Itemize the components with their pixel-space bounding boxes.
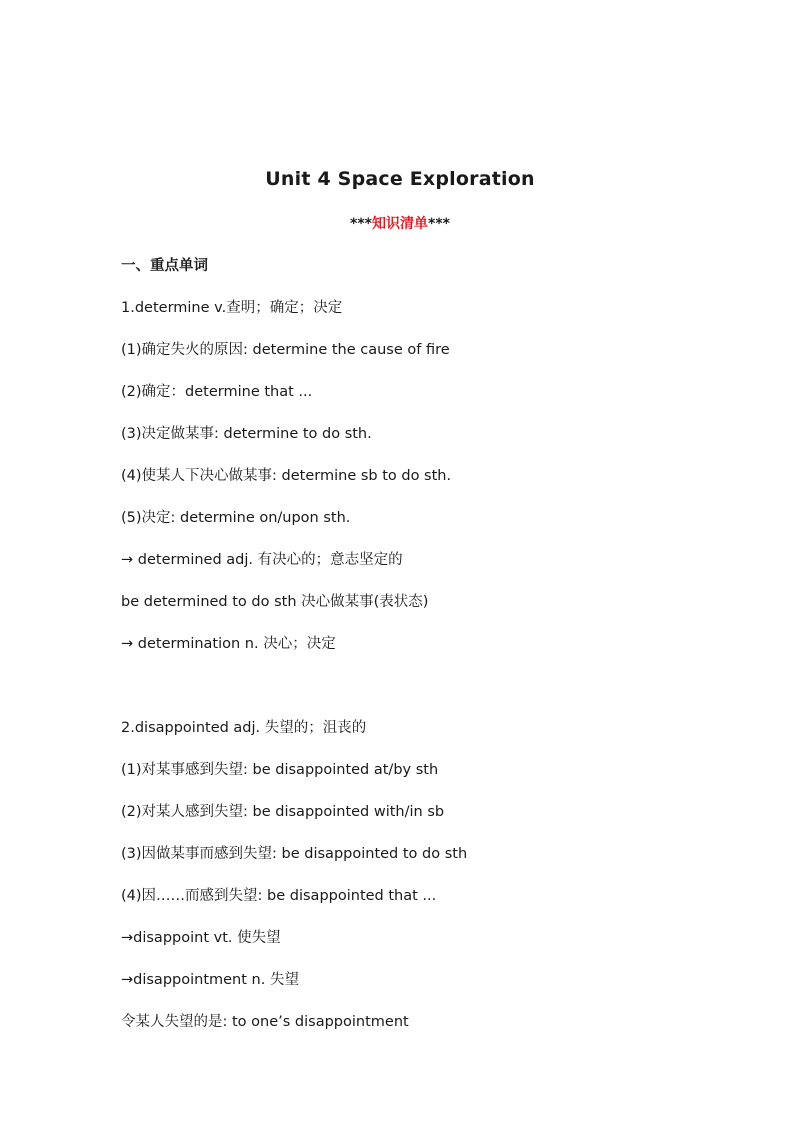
entry-line: → determination n. 决心；决定 xyxy=(121,636,336,652)
entry-line: →disappoint vt. 使失望 xyxy=(121,930,281,946)
entry-line: 令某人失望的是: to one’s disappointment xyxy=(121,1014,409,1030)
subtitle xyxy=(0,213,800,233)
entry-line: (1)对某事感到失望: be disappointed at/by sth xyxy=(121,762,439,778)
entry-line: (4)因……而感到失望: be disappointed that ... xyxy=(121,888,437,904)
entry-line: (5)决定: determine on/upon sth. xyxy=(121,510,351,526)
entry-line: (2)确定：determine that ... xyxy=(121,384,313,400)
subtitle-highlight: 知识清单 xyxy=(372,216,428,232)
entry-line: (3)决定做某事: determine to do sth. xyxy=(121,426,372,442)
subtitle-suffix: *** xyxy=(428,216,450,232)
entry-line: (1)确定失火的原因: determine the cause of fire xyxy=(121,342,450,358)
entry-line: 2.disappointed adj. 失望的；沮丧的 xyxy=(121,720,367,736)
entry-line: be determined to do sth 决心做某事(表状态) xyxy=(121,594,429,610)
entry-line: →disappointment n. 失望 xyxy=(121,972,299,988)
entry-line: (2)对某人感到失望: be disappointed with/in sb xyxy=(121,804,445,820)
entry-line: (3)因做某事而感到失望: be disappointed to do sth xyxy=(121,846,468,862)
entry-line: → determined adj. 有决心的；意志坚定的 xyxy=(121,552,403,568)
entry-line: 1.determine v.查明；确定；决定 xyxy=(121,300,343,316)
section-heading: 一、重点单词 xyxy=(121,258,208,274)
entry-line: (4)使某人下决心做某事: determine sb to do sth. xyxy=(121,468,452,484)
subtitle-prefix: *** xyxy=(350,216,372,232)
page-title: Unit 4 Space Exploration xyxy=(265,168,535,190)
